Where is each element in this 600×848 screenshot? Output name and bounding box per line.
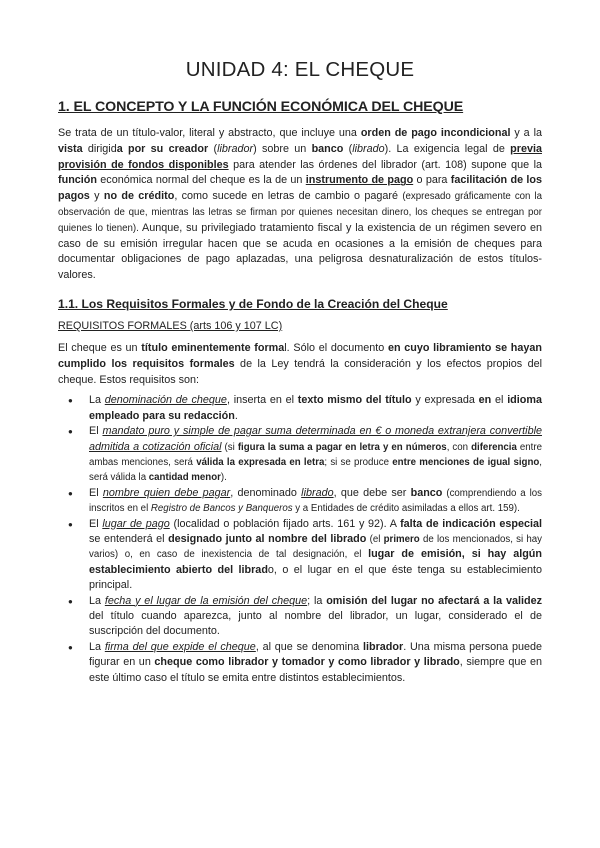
intro-paragraph: Se trata de un título-valor, literal y abstracto, que incluye una orden de pago incondicional y a la vista dirigida por su creador (librador) sobre un banco (librado). La exigencia legal de previa provisión de fondos disponibles para atender las órdenes del librador (art. 108) supone que la función económica normal del cheque es la de un instrumento de pago o para facilitación de los pagos y no de crédito, como sucede en letras de cambio o pagaré (expresado gráficamente con la observación de que, mientras las letras se firman por quienes necesitan dinero, los cheques se entregan por quienes lo tienen). Aunque, su privilegiado tratamiento fiscal y la existencia de un régimen severo en caso de su emisión irregular hacen que se acuda en ocasiones a la emisión de cheques para documentar obligaciones de pago aplazadas, una peligrosa desnaturalización de estos títulos-valores. — [58, 127, 542, 282]
list-item: ● La firma del que expide el cheque, al que se denomina librador. Una misma persona puede figurar en un cheque como librador y tomador y como librador y librado, siempre que en este último caso el título se emita entre distintos establecimientos. — [89, 640, 542, 686]
list-item: ● El lugar de pago (localidad o población fijado arts. 161 y 92). A falta de indicación especial se entenderá el designado junto al nombre del librado (el primero de los mencionados, si hay varios) o, en caso de inexistencia de tal designación, el lugar de emisión, si hay algún establecimiento abierto del librado, o el lugar en el que éste tenga su establecimiento principal. — [89, 517, 542, 594]
formal-intro-paragraph: El cheque es un título eminentemente formal. Sólo el documento en cuyo libramiento se hayan cumplido los requisitos formales de la Ley tendrá la consideración y los efectos propios del cheque. Estos requisitos son: — [58, 341, 542, 386]
formal-requirements-label: REQUISITOS FORMALES (arts 106 y 107 LC) — [58, 319, 283, 332]
list-item: ● El mandato puro y simple de pagar suma determinada en € o moneda extranjera convertible admitida a cotización oficial (si figura la suma a pagar en letra y en números, con diferencia entre ambas menciones, será válida la expresada en letra; si se produce entre menciones de igual signo, será válida la cantidad menor). — [89, 424, 542, 486]
list-item: ● El nombre quien debe pagar, denominado librado, que debe ser banco (comprendiendo a los inscritos en el Registro de Bancos y Banqueros y a Entidades de crédito asimiladas a ellos art. 159). — [89, 486, 542, 517]
section-heading-concepto: 1. EL CONCEPTO Y LA FUNCIÓN ECONÓMICA DEL CHEQUE — [58, 99, 464, 115]
list-item: ● La fecha y el lugar de la emisión del cheque; la omisión del lugar no afectará a la validez del título cuando aparezca, junto al nombre del librador, un lugar, considerado el de suscripción del documento. — [89, 594, 542, 640]
requirements-list — [58, 393, 542, 686]
subsection-heading-requisitos: 1.1. Los Requisitos Formales y de Fondo de la Creación del Cheque — [58, 296, 448, 311]
page-title: UNIDAD 4: EL CHEQUE — [185, 58, 415, 81]
list-item: ● La denominación de cheque, inserta en el texto mismo del título y expresada en el idioma empleado para su redacción. — [89, 393, 542, 424]
